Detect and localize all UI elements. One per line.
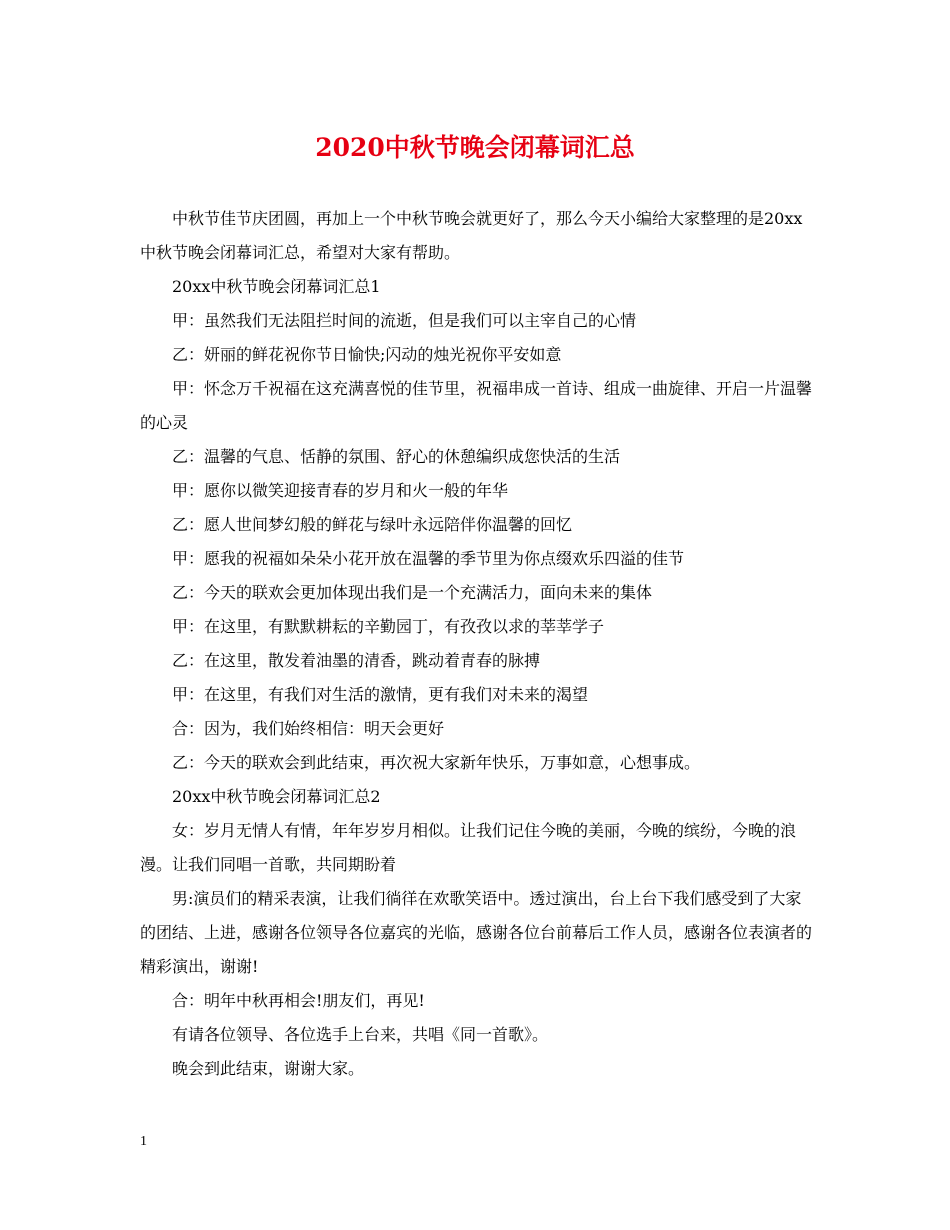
paragraph: 乙：妍丽的鲜花祝你节日愉快;闪动的烛光祝你平安如意 (172, 345, 562, 364)
paragraph: 甲：在这里，有默默耕耘的辛勤园丁，有孜孜以求的莘莘学子 (172, 617, 605, 636)
paragraph: 甲：愿我的祝福如朵朵小花开放在温馨的季节里为你点缀欢乐四溢的佳节 (172, 549, 685, 568)
paragraph: 合：因为，我们始终相信：明天会更好 (172, 719, 445, 738)
paragraph: 合：明年中秋再相会!朋友们，再见! (172, 991, 425, 1010)
paragraph: 男:演员们的精采表演，让我们徜徉在欢歌笑语中。透过演出，台上台下我们感受到了大家的团结、上进，感谢各位领导各位嘉宾的光临，感谢各位台前幕后工作人员，感谢各位表演者的精彩演出，谢谢! (140, 889, 813, 976)
paragraph: 乙：愿人世间梦幻般的鲜花与绿叶永远陪伴你温馨的回忆 (172, 515, 573, 534)
paragraph: 甲：怀念万千祝福在这充满喜悦的佳节里，祝福串成一首诗、组成一曲旋律、开启一片温馨的心灵 (140, 379, 813, 432)
paragraph: 晚会到此结束，谢谢大家。 (172, 1059, 365, 1078)
paragraph: 甲：虽然我们无法阻拦时间的流逝，但是我们可以主宰自己的心情 (172, 311, 637, 330)
paragraph: 甲：愿你以微笑迎接青春的岁月和火一般的年华 (172, 481, 509, 500)
document-body (140, 202, 812, 1086)
paragraph: 乙：今天的联欢会到此结束，再次祝大家新年快乐，万事如意，心想事成。 (172, 753, 701, 772)
document-title: 2020中秋节晚会闭幕词汇总 (315, 133, 635, 162)
paragraph: 乙：温馨的气息、恬静的氛围、舒心的休憩编织成您快活的生活 (172, 447, 621, 466)
paragraph: 中秋节佳节庆团圆，再加上一个中秋节晚会就更好了，那么今天小编给大家整理的是20xx中秋节晚会闭幕词汇总，希望对大家有帮助。 (140, 209, 803, 262)
paragraph: 女：岁月无情人有情，年年岁岁月相似。让我们记住今晚的美丽，今晚的缤纷，今晚的浪漫。让我们同唱一首歌，共同期盼着 (140, 821, 797, 874)
paragraph: 乙：今天的联欢会更加体现出我们是一个充满活力，面向未来的集体 (172, 583, 653, 602)
page-number: 1 (140, 1134, 147, 1149)
paragraph: 有请各位领导、各位选手上台来，共唱《同一首歌》。 (172, 1025, 549, 1044)
section-heading: 20xx中秋节晚会闭幕词汇总1 (172, 277, 381, 296)
section-heading: 20xx中秋节晚会闭幕词汇总2 (172, 787, 381, 806)
paragraph: 甲：在这里，有我们对生活的激情，更有我们对未来的渴望 (172, 685, 589, 704)
paragraph: 乙：在这里，散发着油墨的清香，跳动着青春的脉搏 (172, 651, 541, 670)
